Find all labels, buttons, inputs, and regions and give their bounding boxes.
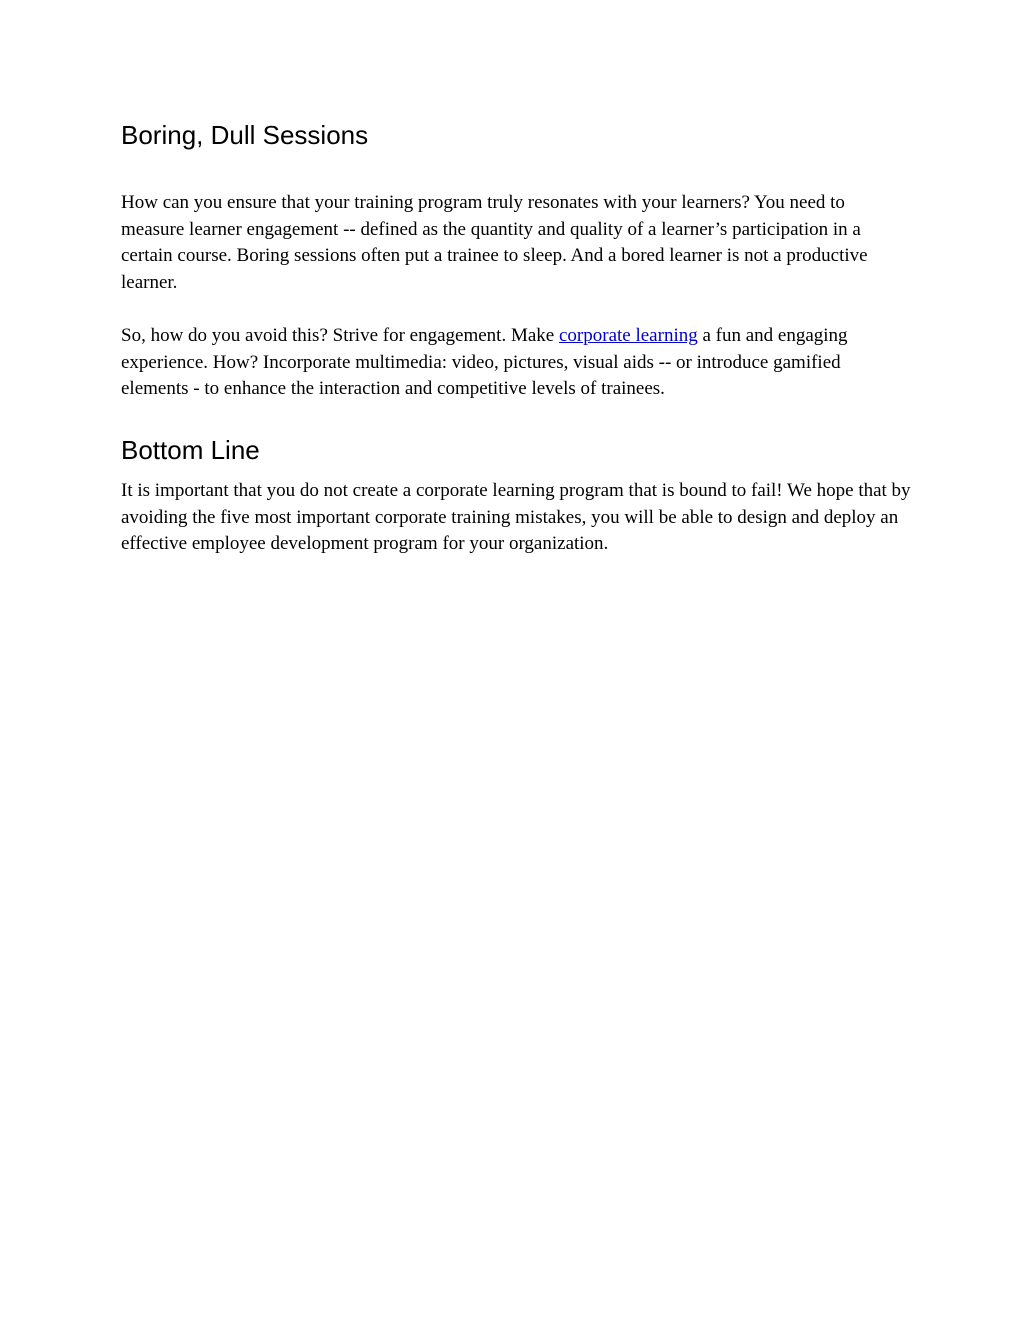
paragraph-strive-for-engagement (121, 323, 911, 403)
paragraph-bottom-line: It is important that you do not create a corporate learning program that is bound to fail! We hope that by avoiding the five most important corporate training mistakes, you will be able to design and deploy an effective employee development program for your organization. (121, 480, 911, 555)
section-heading-boring-dull-sessions: Boring, Dull Sessions (121, 120, 369, 150)
paragraph-text-before-link: So, how do you avoid this? Strive for engagement. Make (121, 325, 559, 346)
paragraph-learner-engagement: How can you ensure that your training program truly resonates with your learners? You need to measure learner engagement -- defined as the quantity and quality of a learner’s participation in a certain course. Boring sessions often put a trainee to sleep. And a bored learner is not a productive learner. (121, 192, 868, 293)
paragraph-text-after-link: a fun and engaging experience. How? Incorporate multimedia: video, pictures, visual aids -- or introduce gamified elements - to enhance the interaction and competitive levels of trainees. (121, 325, 848, 400)
section-heading-bottom-line: Bottom Line (121, 435, 260, 465)
corporate-learning-link[interactable]: corporate learning (558, 325, 698, 346)
